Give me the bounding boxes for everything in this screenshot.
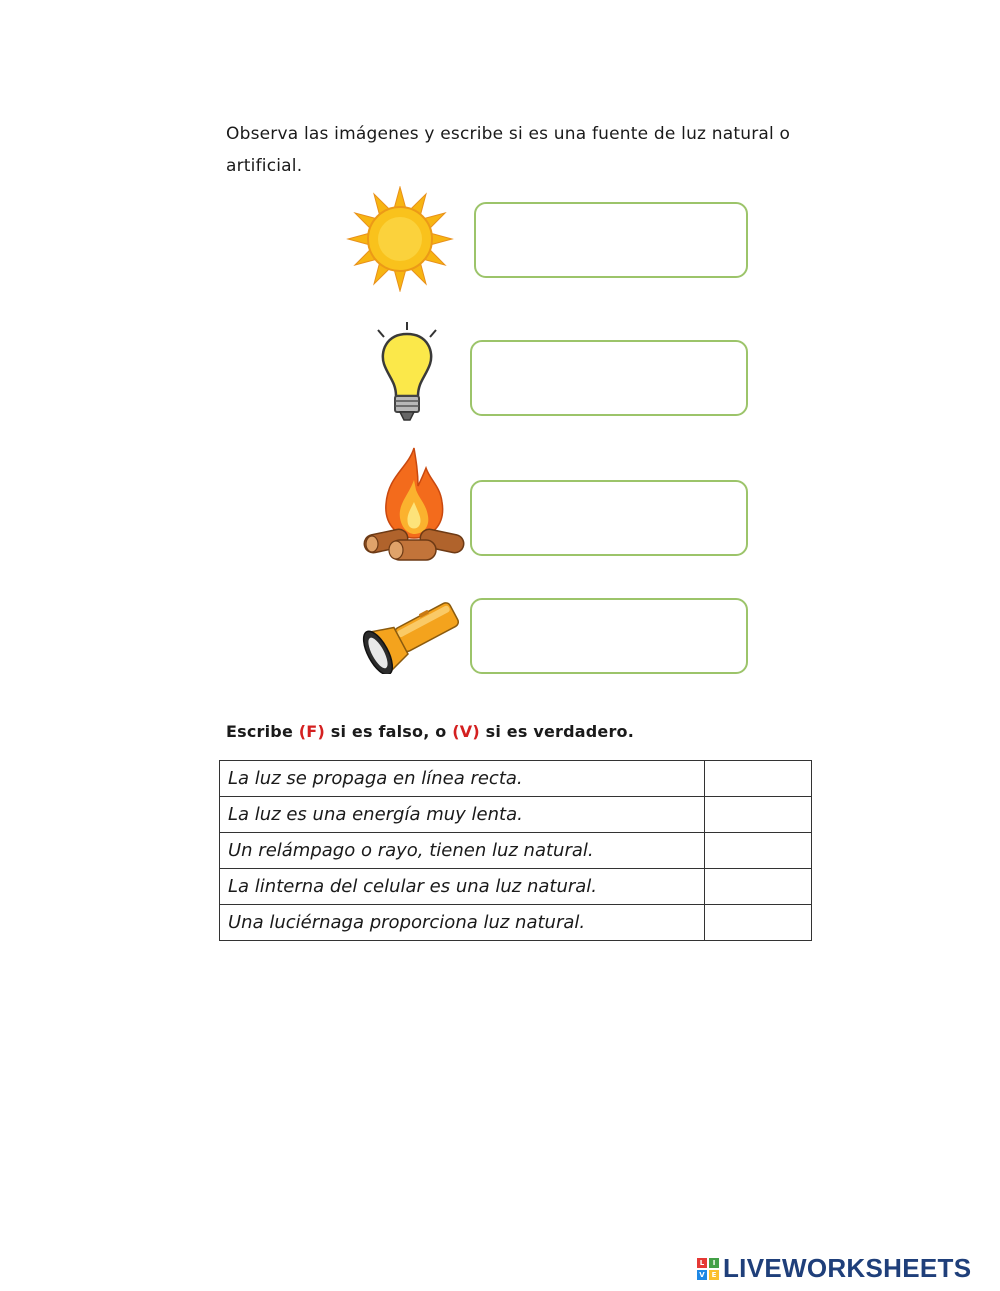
table-row	[220, 797, 812, 833]
table-row	[220, 869, 812, 905]
sun-icon	[346, 186, 454, 292]
liveworksheets-logo-icon	[697, 1258, 719, 1280]
logo-letter: V	[697, 1270, 707, 1280]
instruction-pre: Escribe	[226, 722, 299, 741]
instruction-post: si es verdadero.	[479, 722, 635, 741]
statement-cell: Un relámpago o rayo, tienen luz natural.	[220, 833, 705, 869]
statement-cell: La luz se propaga en línea recta.	[220, 761, 705, 797]
lightbulb-icon	[372, 320, 442, 426]
answer-box-sun[interactable]	[474, 202, 748, 278]
answer-cell[interactable]	[705, 797, 812, 833]
answer-cell[interactable]	[705, 761, 812, 797]
true-marker: (V)	[452, 722, 480, 741]
answer-cell[interactable]	[705, 833, 812, 869]
logo-letter: L	[697, 1258, 707, 1268]
answer-box-lightbulb[interactable]	[470, 340, 748, 416]
table-row	[220, 905, 812, 941]
false-marker: (F)	[298, 722, 325, 741]
answer-cell[interactable]	[705, 869, 812, 905]
statement-cell: La luz es una energía muy lenta.	[220, 797, 705, 833]
instruction-natural-artificial: Observa las imágenes y escribe si es una fuente de luz natural o artificial.	[226, 124, 791, 176]
answer-box-flashlight[interactable]	[470, 598, 748, 674]
true-false-table	[219, 760, 812, 941]
liveworksheets-footer	[697, 1253, 971, 1284]
brand-name: LIVEWORKSHEETS	[723, 1253, 972, 1283]
answer-box-campfire[interactable]	[470, 480, 748, 556]
campfire-icon	[360, 446, 468, 566]
logo-letter: E	[709, 1270, 719, 1280]
statement-cell: La linterna del celular es una luz natural.	[220, 869, 705, 905]
instruction-true-false	[226, 716, 634, 748]
statement-cell: Una luciérnaga proporciona luz natural.	[220, 905, 705, 941]
flashlight-icon	[358, 598, 466, 674]
table-row	[220, 833, 812, 869]
logo-letter: I	[709, 1258, 719, 1268]
table-row	[220, 761, 812, 797]
answer-cell[interactable]	[705, 905, 812, 941]
instruction-mid: si es falso, o	[324, 722, 453, 741]
